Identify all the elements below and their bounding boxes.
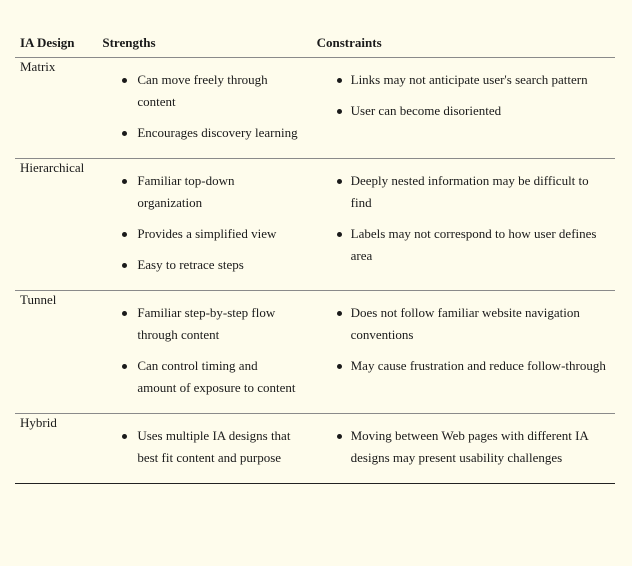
bullet-icon xyxy=(337,78,342,83)
constraints-list xyxy=(312,302,615,377)
bullet-icon xyxy=(337,434,342,439)
bullet-icon xyxy=(122,131,127,136)
list-item: Encourages discovery learning xyxy=(97,122,311,144)
design-cell: Matrix xyxy=(20,59,56,74)
table-header-row xyxy=(15,30,615,58)
bullet-icon xyxy=(122,434,127,439)
strengths-cell xyxy=(97,291,311,414)
list-item: Familiar step-by-step flow through content xyxy=(97,302,311,346)
bullet-icon xyxy=(122,311,127,316)
constraints-list xyxy=(312,69,615,122)
table-row-hierarchical xyxy=(15,159,615,291)
header-constraints: Constraints xyxy=(316,35,382,50)
list-item: Moving between Web pages with different IA designs may present usability challenges xyxy=(312,425,615,469)
list-item: Provides a simplified view xyxy=(97,223,311,245)
bullet-icon xyxy=(122,232,127,237)
table-row-tunnel xyxy=(15,291,615,414)
strengths-list xyxy=(97,170,311,276)
list-item: Links may not anticipate user's search pattern xyxy=(312,69,615,91)
list-item: Uses multiple IA designs that best fit content and purpose xyxy=(97,425,311,469)
strengths-cell xyxy=(97,159,311,291)
list-item: Can control timing and amount of exposure to content xyxy=(97,355,311,399)
bullet-icon xyxy=(337,109,342,114)
bullet-icon xyxy=(337,311,342,316)
list-item: Does not follow familiar website navigation conventions xyxy=(312,302,615,346)
strengths-cell xyxy=(97,414,311,484)
strengths-list xyxy=(97,425,311,469)
bullet-icon xyxy=(122,364,127,369)
constraints-list xyxy=(312,425,615,469)
design-cell: Hybrid xyxy=(20,415,57,430)
design-cell: Tunnel xyxy=(20,292,57,307)
ia-design-table xyxy=(15,30,615,484)
bullet-icon xyxy=(337,364,342,369)
bullet-icon xyxy=(122,78,127,83)
design-cell: Hierarchical xyxy=(20,160,85,175)
header-strengths: Strengths xyxy=(102,35,156,50)
constraints-list xyxy=(312,170,615,267)
list-item: Familiar top-down organization xyxy=(97,170,311,214)
bullet-icon xyxy=(337,232,342,237)
bullet-icon xyxy=(122,179,127,184)
strengths-cell xyxy=(97,58,311,159)
list-item: Easy to retrace steps xyxy=(97,254,311,276)
list-item: Deeply nested information may be difficult to find xyxy=(312,170,615,214)
strengths-list xyxy=(97,69,311,144)
list-item: Labels may not correspond to how user defines area xyxy=(312,223,615,267)
list-item: User can become disoriented xyxy=(312,100,615,122)
constraints-cell xyxy=(312,159,615,291)
strengths-list xyxy=(97,302,311,399)
bullet-icon xyxy=(122,263,127,268)
table-row-matrix xyxy=(15,58,615,159)
constraints-cell xyxy=(312,58,615,159)
table-row-hybrid xyxy=(15,414,615,484)
bullet-icon xyxy=(337,179,342,184)
list-item: Can move freely through content xyxy=(97,69,311,113)
header-ia-design: IA Design xyxy=(20,35,75,50)
list-item: May cause frustration and reduce follow-through xyxy=(312,355,615,377)
constraints-cell xyxy=(312,291,615,414)
constraints-cell xyxy=(312,414,615,484)
